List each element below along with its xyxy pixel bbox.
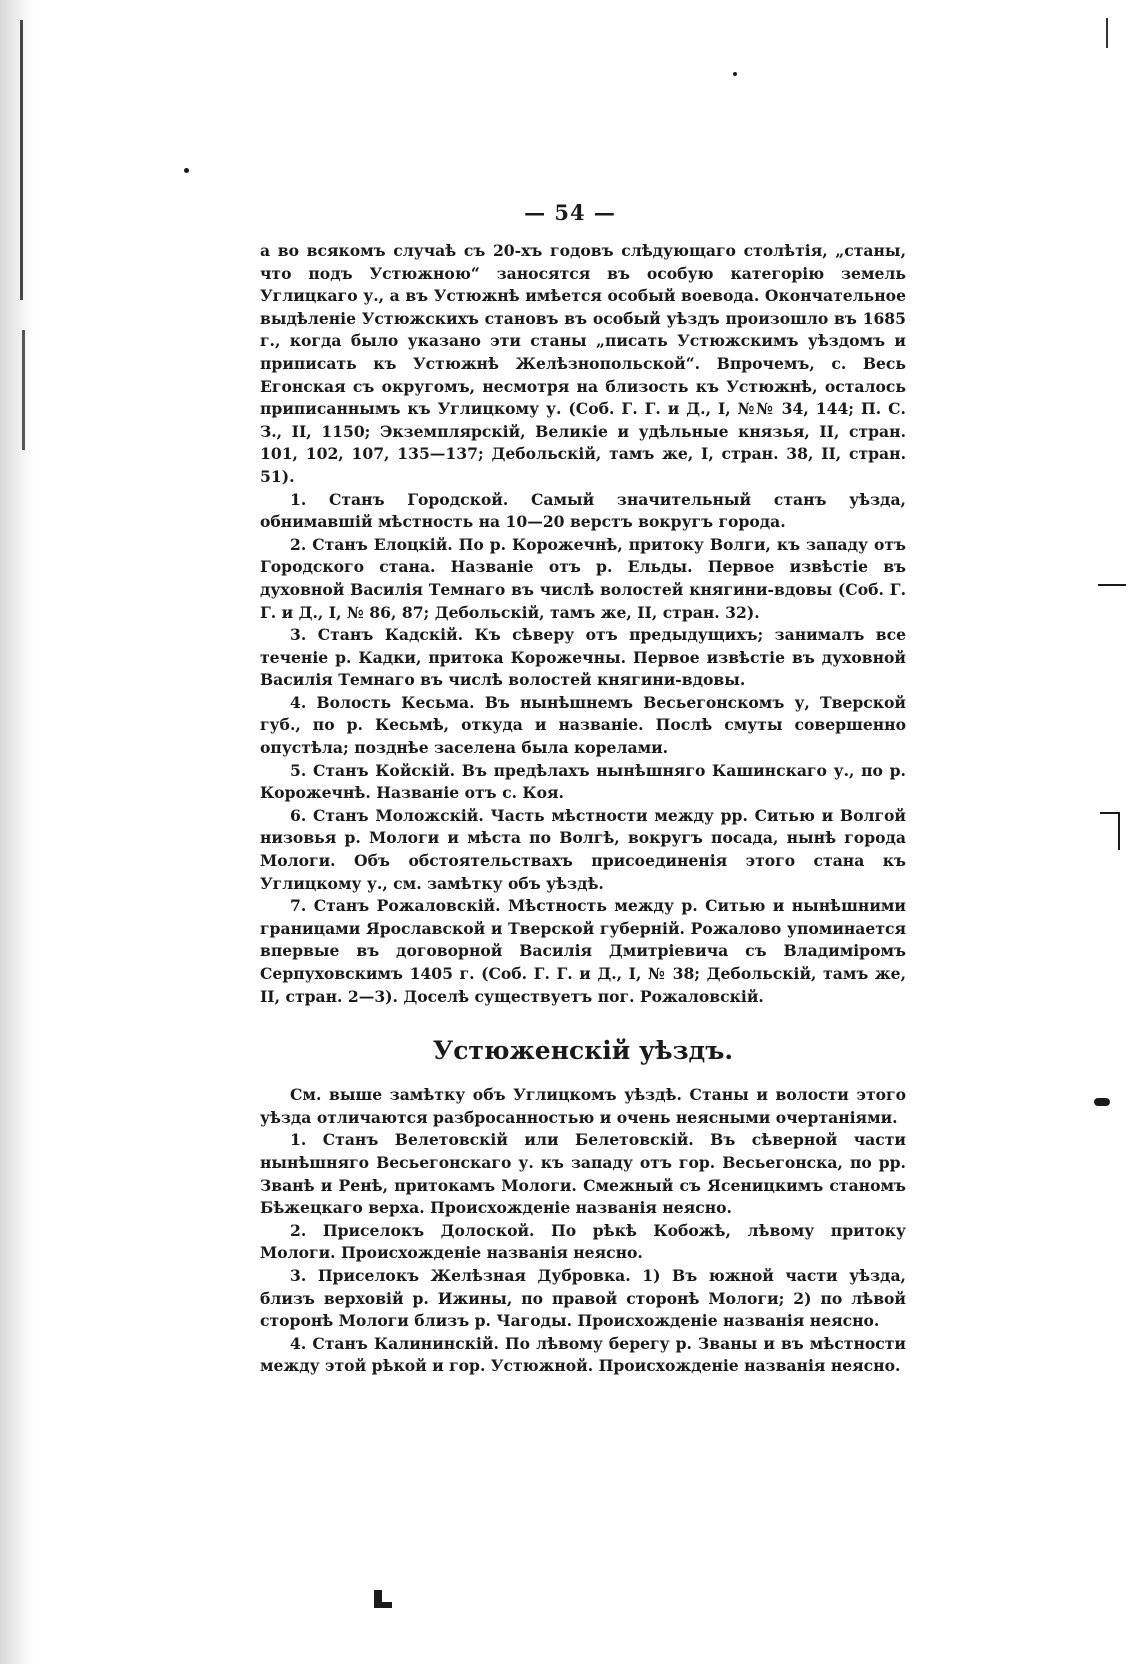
list-item-molozhskiy: 6. Станъ Моложскій. Часть мѣстности между рр. Ситью и Волгой низовья р. Мологи и мѣста по Волгѣ, вокругъ посада, нынѣ города Мологи. Объ обстоятельствахъ присоединенія этого стана къ Углицкому у., см. замѣтку объ уѣздѣ. bbox=[260, 805, 906, 893]
list-item-koyskiy: 5. Станъ Койскій. Въ предѣлахъ нынѣшняго Кашинскаго у., по р. Корожечнѣ. Названіе отъ с. Коя. bbox=[260, 760, 906, 803]
scan-mark-right-edge bbox=[1106, 18, 1108, 48]
scan-mark-left-edge-lower bbox=[22, 330, 25, 450]
list-item-doloskoy: 2. Приселокъ Долоской. По рѣкѣ Кобожѣ, лѣвому притоку Мологи. Происхожденіе названія неясно. bbox=[260, 1220, 906, 1263]
page-number: — 54 — bbox=[524, 200, 616, 225]
list-item-elotskiy: 2. Станъ Елоцкій. По р. Корожечнѣ, притоку Волги, къ западу отъ Городского стана. Названіе отъ р. Ельды. Первое извѣстіе въ духовной Василія Темнаго въ числѣ волостей княгини-вдовы (Соб. Г. Г. и Д., I, № 86, 87; Дебольскій, тамъ же, II, стран. 32). bbox=[260, 534, 906, 622]
text-column bbox=[260, 240, 906, 1378]
list-item-kalininskiy: 4. Станъ Калининскій. По лѣвому берегу р. Званы и въ мѣстности между этой рѣкой и гор. Устюжной. Происхожденіе названія неясно. bbox=[260, 1333, 906, 1376]
scan-bracket-right bbox=[1100, 812, 1120, 814]
scan-dot-left bbox=[184, 168, 189, 173]
paragraph-continuation: а во всякомъ случаѣ съ 20-хъ годовъ слѣдующаго столѣтія, „станы, что подъ Устюжною“ заносятся въ особую категорію земель Углицкаго у., а въ Устюжнѣ имѣется особый воевода. Окончательное выдѣленіе Устюжскихъ становъ въ особый уѣздъ произошло въ 1685 г., когда было указано эти станы „писать Устюжскимъ уѣздомъ и приписать къ Устюжнѣ Желѣзнопольской“. Впрочемъ, с. Весь Егонская съ округомъ, несмотря на близость къ Устюжнѣ, осталось приписаннымъ къ Углицкому у. (Соб. Г. Г. и Д., I, №№ 34, 144; П. С. З., II, 1150; Экземплярскій, Великіе и удѣльные князья, II, стран. 101, 102, 107, 135—137; Дебольскій, тамъ же, I, стран. 38, II, стран. 51). bbox=[260, 241, 906, 486]
list-item-kesma: 4. Волость Кесьма. Въ нынѣшнемъ Весьегонскомъ у, Тверской губ., по р. Кесьмѣ, откуда и названіе. Послѣ смуты совершенно опустѣла; позднѣе заселена была корелами. bbox=[260, 692, 906, 758]
list-item-zheleznaya-dubrovka: 3. Приселокъ Желѣзная Дубровка. 1) Въ южной части уѣзда, близъ верховій р. Ижины, по правой сторонѣ Мологи; 2) по лѣвой сторонѣ Мологи близъ р. Чагоды. Происхожденіе названія неясно. bbox=[260, 1265, 906, 1331]
section-intro: См. выше замѣтку объ Углицкомъ уѣздѣ. Станы и волости этого уѣзда отличаются разбросанностью и очень неясными очертаніями. bbox=[260, 1085, 906, 1127]
scan-blob-right bbox=[1094, 1098, 1110, 1106]
scan-dash-right bbox=[1098, 584, 1126, 586]
scan-dot-top bbox=[733, 72, 737, 76]
binding-shadow bbox=[0, 0, 34, 1664]
scan-bracket-right-vertical bbox=[1118, 812, 1120, 850]
list-item-rozhalovskiy: 7. Станъ Рожаловскій. Мѣстность между р. Ситью и нынѣшними границами Ярославской и Тверской губерній. Рожалово упоминается впервые въ договорной Василія Дмитріевича съ Владиміромъ Серпуховскимъ 1405 г. (Соб. Г. Г. и Д., I, № 38; Дебольскій, тамъ же, II, стран. 2—3). Доселѣ существуетъ пог. Рожаловскій. bbox=[260, 896, 906, 1006]
list-item-veletovskiy: 1. Станъ Велетовскій или Белетовскій. Въ сѣверной части нынѣшняго Весьегонскаго у. къ западу отъ гор. Весьегонска, по рр. Званѣ и Ренѣ, притокамъ Мологи. Смежный съ Ясеницкимъ станомъ Бѣжецкаго верха. Происхожденіе названія неясно. bbox=[260, 1130, 906, 1218]
scan-mark-bottom-foot bbox=[374, 1602, 392, 1608]
section-heading: Устюженскій уѣздъ. bbox=[432, 1036, 734, 1066]
list-item-gorodskoy: 1. Станъ Городской. Самый значительный станъ уѣзда, обнимавшій мѣстность на 10—20 верстъ вокругъ города. bbox=[260, 489, 906, 532]
list-item-kadskiy: 3. Станъ Кадскій. Къ сѣверу отъ предыдущихъ; занималъ все теченіе р. Кадки, притока Корожечны. Первое извѣстіе въ духовной Василія Темнаго въ числѣ волостей княгини-вдовы. bbox=[260, 625, 906, 690]
scan-mark-left-edge bbox=[20, 20, 23, 300]
